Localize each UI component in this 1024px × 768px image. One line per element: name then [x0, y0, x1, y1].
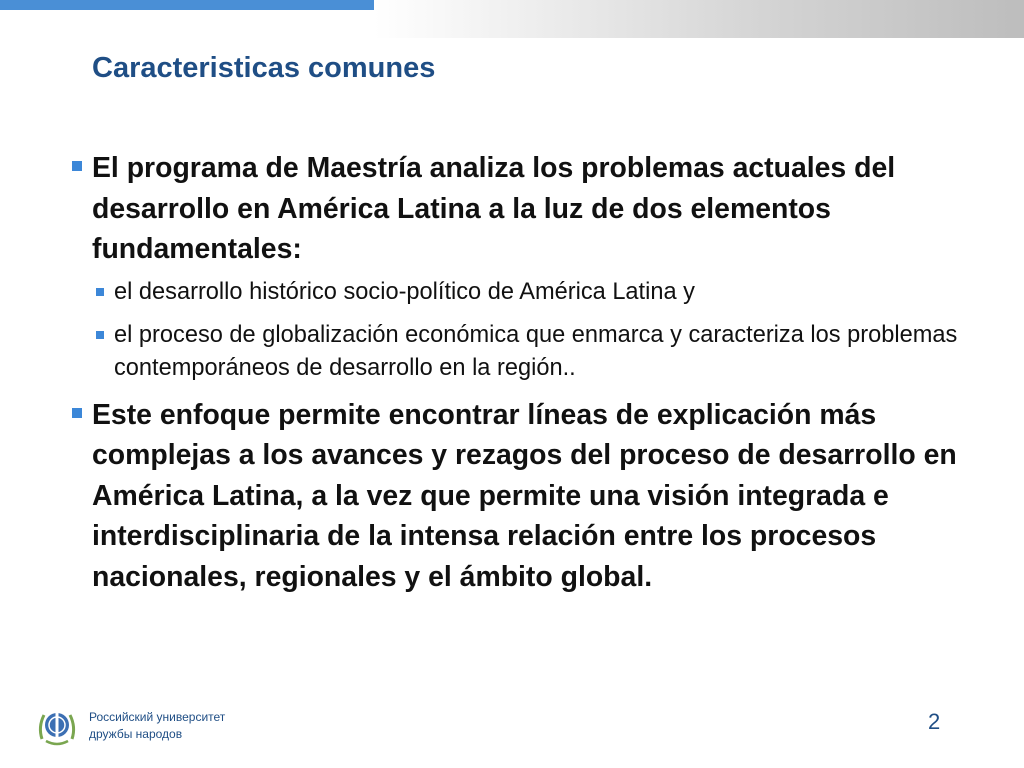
slide-title: Caracteristicas comunes	[92, 52, 436, 84]
slide-body	[68, 148, 998, 603]
square-bullet-icon	[72, 408, 82, 418]
top-accent-bar	[0, 0, 374, 10]
square-bullet-icon	[72, 161, 82, 171]
bullet-item	[68, 148, 998, 270]
sub-bullet-text: el desarrollo histórico socio-político de América Latina y	[114, 278, 695, 305]
sub-bullet-text: el proceso de globalización económica que enmarca y caracteriza los problemas contemporáneos de desarrollo en la región..	[114, 321, 958, 381]
bullet-text: Este enfoque permite encontrar líneas de explicación más complejas a los avances y rezagos del proceso de desarrollo en América Latina, a la vez que permite una visión integrada e interdisciplinaria de la intensa relación entre los procesos nacionales, regionales y el ámbito global.	[92, 398, 957, 593]
bullet-item	[68, 395, 998, 598]
square-bullet-icon	[96, 288, 104, 296]
sub-bullet-item	[92, 319, 998, 385]
university-emblem-icon	[36, 705, 78, 747]
top-gradient-bar	[374, 0, 1024, 38]
square-bullet-icon	[96, 331, 104, 339]
sub-bullet-item	[92, 276, 998, 309]
university-name-line1: Российский университет	[89, 710, 226, 724]
university-name-line2: дружбы народов	[89, 727, 183, 741]
university-name	[89, 709, 225, 743]
page-number: 2	[928, 709, 941, 734]
bullet-text: El programa de Maestría analiza los problemas actuales del desarrollo en América Latina a la luz de dos elementos fundamentales:	[92, 152, 896, 265]
